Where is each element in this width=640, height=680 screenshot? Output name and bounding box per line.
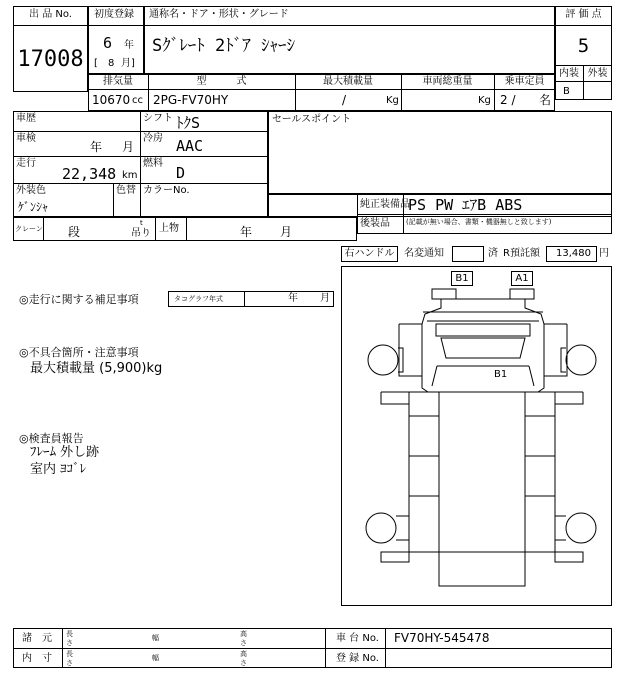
defects-title: ◎不具合箇所・注意事項	[19, 346, 139, 359]
grade-value: Sｸﾞﾚｰﾄ 2ﾄﾞｱ ｼｬｰｼ	[152, 36, 295, 56]
recycle-fee-unit: 円	[599, 248, 609, 259]
crane-label: クレーン	[15, 225, 43, 233]
crane-ton-unit: t	[140, 219, 143, 227]
crane-stage-unit: 段	[68, 225, 81, 239]
first-registration-bracket: [	[94, 58, 98, 69]
recycle-fee-value: 13,480	[556, 248, 591, 259]
exterior-color-value: ｹﾞﾝｼｬ	[18, 200, 49, 214]
displacement-unit: cc	[132, 95, 143, 106]
truck-diagram	[341, 266, 612, 606]
exterior-color-label: 外装色	[16, 185, 46, 196]
chassis-no-value: FV70HY-545478	[394, 631, 490, 645]
upper-month-unit: 月	[280, 225, 293, 239]
chassis-no-label: 車 台 No.	[336, 633, 379, 644]
history-label: 車歴	[16, 113, 36, 124]
mileage-label: 走行	[16, 158, 36, 169]
color-code-label: カラーNo.	[143, 185, 190, 196]
max-load-value: /	[342, 93, 347, 107]
inspector-line: ﾌﾚｰﾑ 外し跡	[30, 445, 100, 460]
damage-mark-b1-top-label: B1	[455, 273, 469, 284]
displacement-value: 10670	[92, 93, 131, 107]
exterior-score-label: 外装	[587, 68, 608, 79]
interior-width-label: 幅	[152, 654, 159, 662]
shift-value: ﾄｸS	[176, 114, 201, 132]
tachograph-year-unit: 年	[288, 293, 298, 304]
first-registration-month: 8	[108, 58, 115, 69]
damage-mark-b1-cab: B1	[494, 369, 508, 380]
interior-dim-label: 内 寸	[22, 653, 52, 664]
gross-weight-label: 車両総重量	[422, 76, 473, 87]
std-equipment-value: PS PW ｴｱB ABS	[408, 196, 523, 214]
specs-height-label: 高さ	[240, 630, 247, 647]
interior-length-label: 長さ	[66, 650, 73, 667]
shift-label: シフト	[143, 113, 173, 124]
max-load-unit: Kg	[386, 95, 399, 106]
interior-score-label: 内装	[559, 68, 579, 79]
inspection-year-unit: 年	[90, 140, 103, 154]
model-value: 2PG-FV70HY	[153, 93, 229, 107]
first-registration-year-unit: 年	[124, 40, 134, 51]
damage-mark-a1-top-label: A1	[515, 273, 529, 284]
capacity-label: 乗車定員	[504, 76, 545, 87]
tachograph-label: タコグラフ年式	[174, 295, 223, 303]
grade-label: 通称名・ドア・形状・グレード	[149, 9, 289, 20]
sales-point-label: セールスポイント	[272, 114, 352, 125]
specs-length-label: 長さ	[66, 630, 73, 647]
color-change-label: 色替	[116, 185, 136, 196]
aftermarket-note: (記載が無い場合、書類・機器無しと致します)	[406, 218, 552, 226]
inspection-label: 車検	[16, 133, 36, 144]
interior-height-label: 高さ	[240, 650, 247, 667]
capacity-unit: 名	[539, 93, 552, 107]
upper-year-unit: 年	[240, 225, 253, 239]
lot-number: 17008	[17, 47, 84, 72]
score-value: 5	[577, 35, 590, 57]
ac-value: AAC	[176, 137, 204, 155]
first-registration-month-unit: 月]	[121, 58, 135, 69]
upper-label: 上物	[159, 223, 179, 234]
recycle-fee-label: R預託額	[503, 248, 540, 259]
gross-weight-unit: Kg	[478, 95, 491, 106]
fuel-value: D	[176, 164, 186, 182]
crane-hang-unit: 吊り	[131, 228, 151, 239]
fuel-label: 燃料	[143, 158, 163, 169]
crane-row	[13, 217, 357, 241]
mileage-unit: km	[122, 170, 138, 181]
defects-line: 最大積載量 (5,900)kg	[30, 361, 163, 376]
displacement-label: 排気量	[103, 76, 133, 87]
inspection-month-unit: 月	[122, 140, 135, 154]
inspector-line: 室内 ﾖｺﾞﾚ	[30, 462, 87, 477]
tachograph-month-unit: 月	[320, 293, 330, 304]
recycle-done-label: 済	[488, 248, 498, 259]
score-label: 評 価 点	[565, 9, 602, 20]
specs-width-label: 幅	[152, 634, 159, 642]
model-label: 型 式	[196, 76, 247, 87]
first-registration-year: 6	[103, 34, 113, 52]
steering-label: 右ハンドル	[344, 248, 395, 259]
capacity-value: 2 /	[500, 93, 516, 107]
interior-score-value: B	[563, 86, 570, 97]
first-registration-label: 初度登録	[94, 9, 134, 20]
ac-label: 冷房	[143, 133, 163, 144]
driving-note-title: ◎走行に関する補足事項	[19, 293, 139, 306]
max-load-label: 最大積載量	[323, 76, 373, 87]
std-equipment-label: 純正装備品	[360, 199, 410, 210]
name-change-box	[452, 246, 484, 262]
mileage-value: 22,348	[62, 165, 117, 183]
aftermarket-label: 後装品	[360, 218, 390, 229]
specs-label: 諸 元	[22, 633, 52, 644]
inspector-title: ◎検査員報告	[19, 432, 84, 445]
name-change-label: 名変通知	[404, 248, 444, 259]
lot-number-label: 出 品 No.	[29, 9, 72, 20]
registration-no-label: 登 録 No.	[336, 653, 379, 664]
